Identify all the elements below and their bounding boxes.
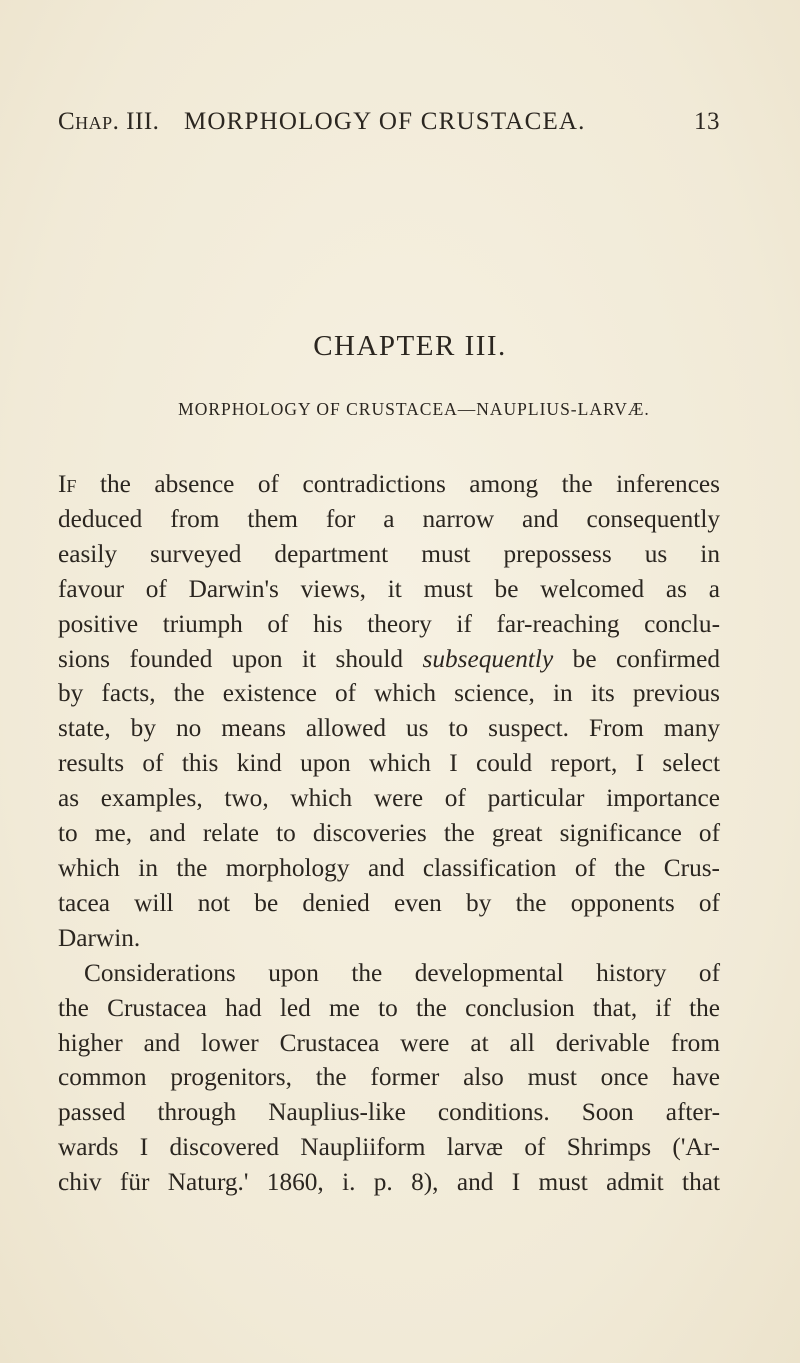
text-line: Considerations upon the developmental history of xyxy=(84,958,720,987)
text-line: favour of Darwin's views, it must be welcomed as a xyxy=(58,574,720,603)
text-line: If the absence of contradictions among the inferences xyxy=(58,470,720,498)
emphasized-word: subsequently xyxy=(422,644,554,673)
text-line: common progenitors, the former also must once have xyxy=(58,1063,720,1092)
running-head xyxy=(58,108,720,148)
text-line: by facts, the existence of which science, in its previous xyxy=(58,679,720,708)
text-line: sions founded upon it should subsequently be confirmed xyxy=(58,644,720,673)
chapter-subtitle: MORPHOLOGY OF CRUSTACEA—NAUPLIUS-LARVÆ. xyxy=(178,399,650,419)
text-line: which in the morphology and classification of the Crus- xyxy=(58,853,720,882)
text-line: as examples, two, which were of particular importance xyxy=(58,784,720,813)
text-line: to me, and relate to discoveries the great significance of xyxy=(58,819,720,848)
text-line: higher and lower Crustacea were at all derivable from xyxy=(58,1028,720,1057)
text-line: the Crustacea had led me to the conclusion that, if the xyxy=(58,993,720,1022)
text-line: easily surveyed department must prepossess us in xyxy=(58,539,720,568)
text-line: wards I discovered Naupliiform larvæ of Shrimps ('Ar- xyxy=(58,1133,720,1162)
text-line: positive triumph of his theory if far-reaching conclu- xyxy=(58,609,720,638)
running-head-title: MORPHOLOGY OF CRUSTACEA. xyxy=(184,108,586,135)
text-line: state, by no means allowed us to suspect. From many xyxy=(58,714,720,743)
text-line: deduced from them for a narrow and consequently xyxy=(58,504,720,533)
page-number: 13 xyxy=(694,108,720,135)
text-line: tacea will not be denied even by the opponents of xyxy=(58,888,720,917)
text-line: results of this kind upon which I could report, I select xyxy=(58,749,720,778)
chapter-heading: CHAPTER III. xyxy=(313,330,507,362)
paragraph-opening-word: If xyxy=(58,470,77,498)
running-head-chapter: Chap. III. xyxy=(58,108,160,135)
text-line: passed through Nauplius-like conditions. Soon after- xyxy=(58,1098,720,1127)
body-text xyxy=(58,467,720,1200)
text-line: chiv für Naturg.' 1860, i. p. 8), and I must admit that xyxy=(58,1168,720,1197)
text-line: Darwin. xyxy=(58,923,141,952)
